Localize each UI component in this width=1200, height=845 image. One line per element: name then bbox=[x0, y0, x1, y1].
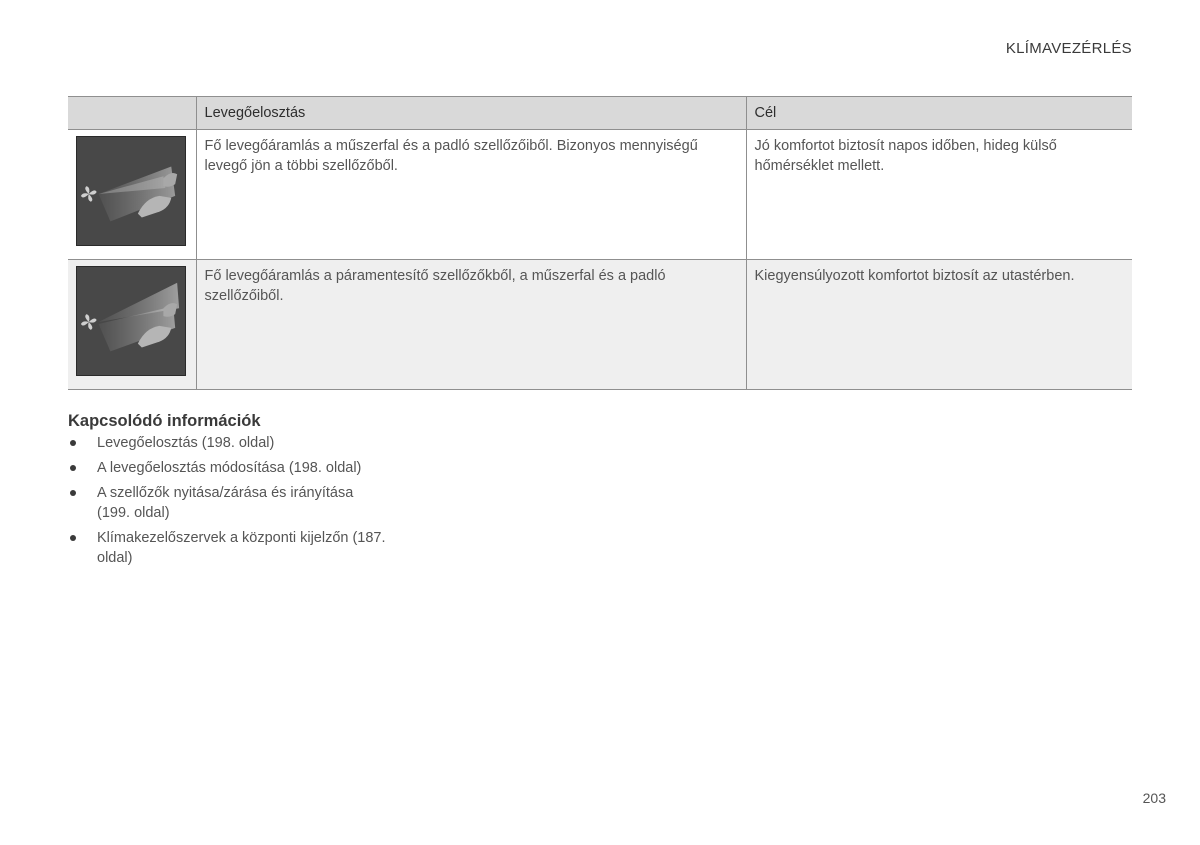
section-title: KLÍMAVEZÉRLÉS bbox=[1005, 40, 1132, 57]
column-header-image bbox=[68, 97, 196, 130]
table-header-row bbox=[68, 97, 1132, 130]
bullet-icon bbox=[70, 440, 76, 446]
related-link-air-distribution[interactable] bbox=[68, 433, 388, 453]
table-row bbox=[68, 130, 1132, 260]
related-link-vents[interactable] bbox=[68, 483, 388, 523]
distribution-text: Fő levegőáramlás a műszerfal és a padló szellőzőiből. Bizonyos mennyiségű levegő jön a többi szellőzőből. bbox=[196, 130, 746, 260]
related-link-label: Klímakezelőszervek a központi kijelzőn (187. oldal) bbox=[97, 530, 386, 566]
column-header-distribution: Levegőelosztás bbox=[196, 97, 746, 130]
page-number: 203 bbox=[1142, 790, 1166, 806]
related-information bbox=[68, 412, 388, 573]
related-link-label: A szellőzők nyitása/zárása és irányítása (199. oldal) bbox=[97, 485, 354, 521]
airflow-defroster-dashboard-floor-illustration-icon bbox=[76, 266, 186, 376]
bullet-icon bbox=[70, 465, 76, 471]
distribution-text: Fő levegőáramlás a páramentesítő szellőzőkből, a műszerfal és a padló szellőzőiből. bbox=[196, 260, 746, 390]
illustration-cell bbox=[68, 260, 196, 390]
illustration-cell bbox=[68, 130, 196, 260]
bullet-icon bbox=[70, 490, 76, 496]
related-list bbox=[68, 433, 388, 568]
air-distribution-table bbox=[68, 96, 1132, 390]
purpose-text: Jó komfortot biztosít napos időben, hideg külső hőmérséklet mellett. bbox=[746, 130, 1132, 260]
related-title: Kapcsolódó információk bbox=[68, 412, 261, 430]
column-header-purpose: Cél bbox=[746, 97, 1132, 130]
table-row bbox=[68, 260, 1132, 390]
purpose-text: Kiegyensúlyozott komfortot biztosít az utastérben. bbox=[746, 260, 1132, 390]
airflow-dashboard-floor-illustration-icon bbox=[76, 136, 186, 246]
related-link-label: Levegőelosztás (198. oldal) bbox=[97, 435, 275, 451]
related-link-climate-controls[interactable] bbox=[68, 528, 388, 568]
bullet-icon bbox=[70, 535, 76, 541]
related-link-change-air-distribution[interactable] bbox=[68, 458, 388, 478]
related-link-label: A levegőelosztás módosítása (198. oldal) bbox=[97, 460, 362, 476]
